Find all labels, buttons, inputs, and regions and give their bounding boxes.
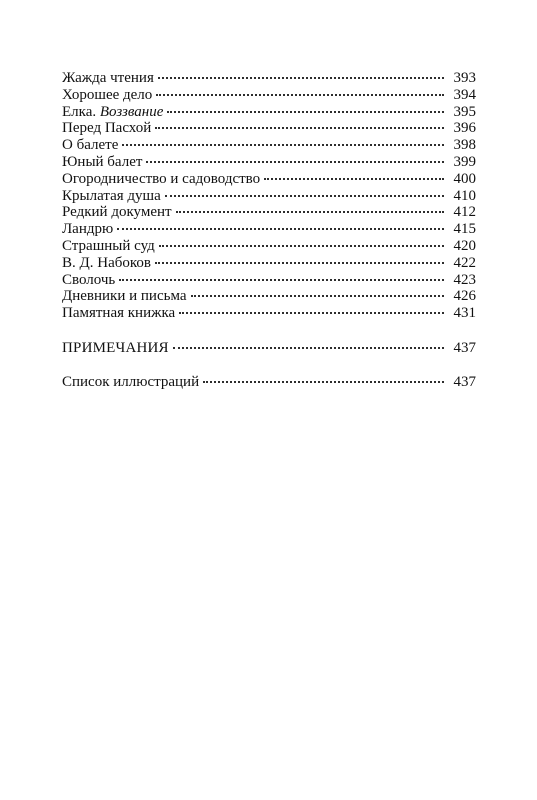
toc-entry-page-number: 394 [453, 86, 476, 103]
dot-leader [146, 160, 444, 163]
toc-entry-pamyatnaya-knizhka[interactable] [62, 305, 476, 322]
toc-entry-page-number: 437 [453, 373, 476, 390]
toc-entry-title: Ландрю [62, 221, 114, 238]
dot-leader [158, 76, 444, 79]
toc-entry-title: Жажда чтения [62, 70, 154, 86]
toc-section-spacer [62, 357, 476, 374]
toc-entry-title: Редкий документ [62, 204, 172, 221]
toc-entry-title: Огородничество и садоводство [62, 170, 261, 187]
toc-entry-page-number: 426 [453, 288, 476, 305]
dot-leader [156, 93, 444, 96]
toc-entry-title: Страшный суд [62, 237, 155, 254]
toc-entry-primechaniya[interactable] [62, 340, 476, 357]
dot-leader [159, 244, 444, 247]
toc-entry-page-number: 399 [453, 153, 476, 170]
dot-leader [155, 126, 444, 129]
toc-entry-page-number: 423 [453, 271, 476, 288]
toc-entry-spisok-illyustratsiy[interactable] [62, 374, 476, 391]
toc-entry-title: Юный балет [62, 153, 143, 170]
dot-leader [264, 177, 444, 180]
toc-entry-strashny-sud[interactable] [62, 238, 476, 255]
toc-entry-title-main: Елка. [62, 103, 100, 120]
toc-entry-page-number: 415 [453, 221, 476, 238]
dot-leader [119, 278, 444, 281]
toc-entry-page-number: 395 [453, 103, 476, 120]
dot-leader [191, 294, 445, 297]
toc-entry-krylataya-dusha[interactable] [62, 188, 476, 205]
toc-entry-page-number: 437 [453, 339, 476, 356]
toc-entry-title: Список иллюстраций [62, 373, 200, 390]
toc-entry-ogorodnichestvo-i-sadovodstvo[interactable] [62, 171, 476, 188]
dot-leader [155, 261, 444, 264]
toc-entry-page-number: 396 [453, 120, 476, 137]
toc-entry-title: Хорошее дело [62, 86, 153, 103]
toc-entry-title: Памятная книжка [62, 305, 176, 322]
toc-entry-pered-pashoy[interactable] [62, 120, 476, 137]
toc-entry-page-number: 431 [453, 305, 476, 322]
toc-entry-landryu[interactable] [62, 221, 476, 238]
toc-entry-title: Перед Пасхой [62, 120, 152, 137]
toc-entry-elka-vozzvanie[interactable] [62, 104, 476, 121]
toc-entry-page-number: 422 [453, 254, 476, 271]
toc-section-spacer [62, 322, 476, 340]
toc-entry-page-number: 393 [453, 70, 476, 86]
dot-leader [165, 194, 444, 197]
toc-entry-page-number: 420 [453, 237, 476, 254]
toc-entry-horoshee-delo[interactable] [62, 87, 476, 104]
toc-entry-yuny-balet[interactable] [62, 154, 476, 171]
toc-entry-page-number: 412 [453, 204, 476, 221]
table-of-contents [62, 70, 476, 391]
toc-entry-title: Крылатая душа [62, 187, 161, 204]
toc-entry-zhazhda-chteniya[interactable] [62, 70, 476, 87]
toc-entry-dnevniki-i-pisma[interactable] [62, 288, 476, 305]
toc-entry-title [62, 104, 163, 121]
dot-leader [179, 311, 444, 314]
toc-entry-title: Сволочь [62, 271, 116, 288]
dot-leader [167, 110, 444, 113]
dot-leader [176, 210, 444, 213]
toc-entry-title: В. Д. Набоков [62, 254, 151, 271]
toc-entry-svoloch[interactable] [62, 272, 476, 289]
dot-leader [203, 380, 444, 383]
toc-entry-title: Дневники и письма [62, 288, 187, 305]
toc-entry-v-d-nabokov[interactable] [62, 255, 476, 272]
dot-leader [117, 227, 444, 230]
toc-entry-title: О балете [62, 137, 119, 154]
toc-entry-title-italic: Воззвание [99, 103, 164, 120]
toc-entry-page-number: 410 [453, 187, 476, 204]
toc-entry-page-number: 398 [453, 137, 476, 154]
dot-leader [173, 346, 444, 349]
toc-entry-o-balete[interactable] [62, 137, 476, 154]
dot-leader [122, 143, 444, 146]
toc-entry-redkiy-dokument[interactable] [62, 204, 476, 221]
toc-entry-page-number: 400 [453, 170, 476, 187]
toc-entry-title: ПРИМЕЧАНИЯ [62, 339, 169, 356]
